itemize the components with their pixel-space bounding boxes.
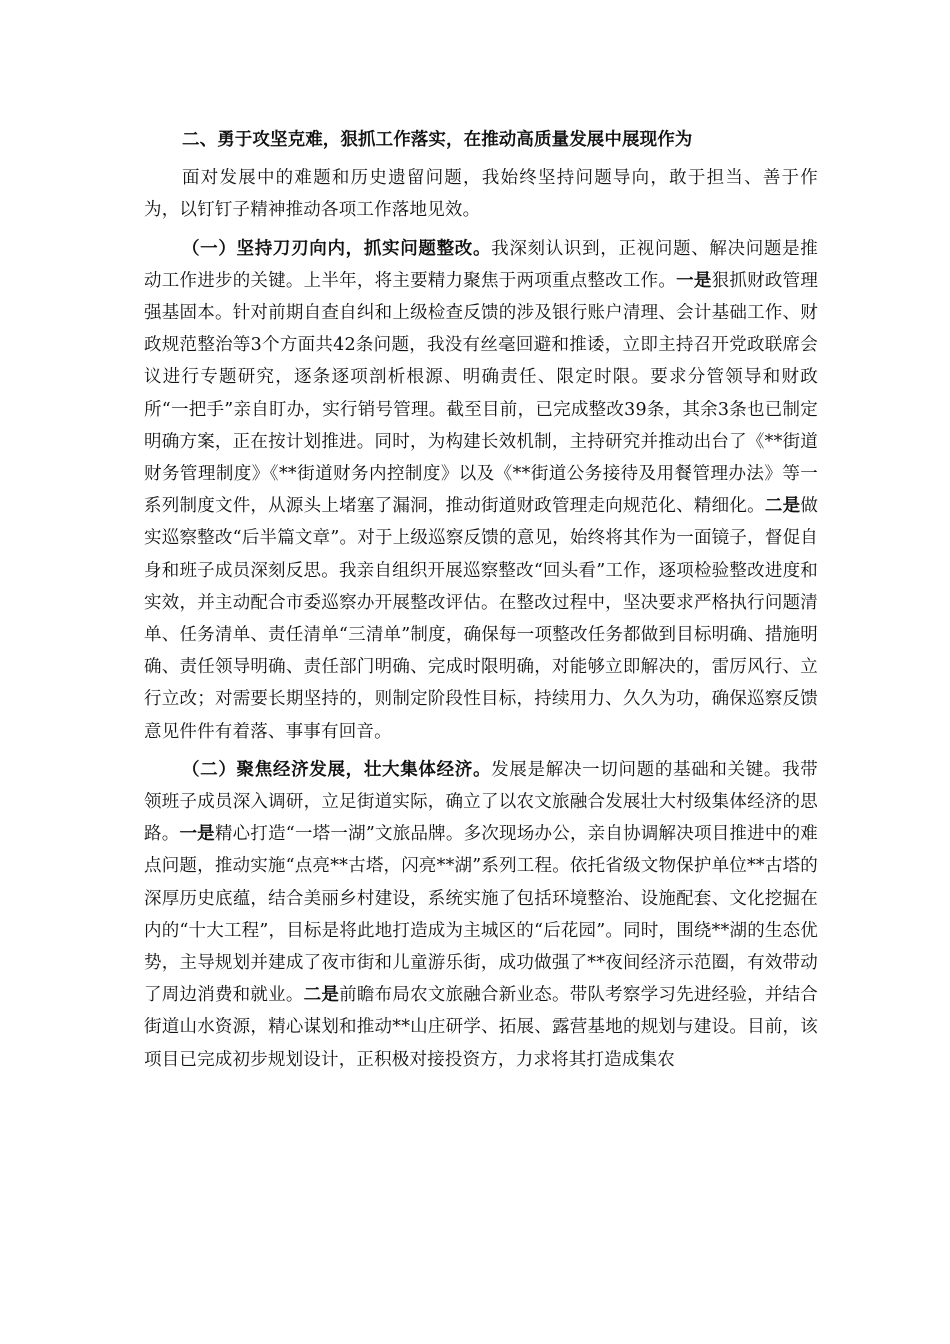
item-1-lead: （一）坚持刀刃向内，抓实问题整改。 [182,238,492,259]
item-1-marker-b: 二是 [764,496,801,517]
item-1-text-b: 狠抓财政管理强基固本。针对前期自查自纠和上级检查反馈的涉及银行账户清理、会计基础工作、财政规范整治等3个方面共42条问题，我没有丝毫回避和推诿，立即主持召开党政联席会议进行专题研究，逐条逐项剖析根源、明确责任、限定时限。要求分管领导和财政所“一把手”亲自盯办，实行销号管理。截至目前，已完成整改39条，其余3条也已制定明确方案，正在按计划推进。同时，为构建长效机制，主持研究并推动出台了《**街道财务管理制度》《**街道财务内控制度》以及《**街道公务接待及用餐管理办法》等一系列制度文件，从源头上堵塞了漏洞，推动街道财政管理走向规范化、精细化。 [144,270,819,517]
item-1-text-c: 做实巡察整改“后半篇文章”。对于上级巡察反馈的意见，始终将其作为一面镜子，督促自身和班子成员深刻反思。我亲自组织开展巡察整改“回头看”工作，逐项检验整改进度和实效，并主动配合市委巡察办开展整改评估。在整改过程中，坚决要求严格执行问题清单、任务清单、责任清单“三清单”制度，确保每一项整改任务都做到目标明确、措施明确、责任领导明确、责任部门明确、完成时限明确，对能够立即解决的，雷厉风行、立行立改；对需要长期坚持的，则制定阶段性目标，持续用力、久久为功，确保巡察反馈意见件件有着落、事事有回音。 [144,496,819,742]
section-intro: 面对发展中的难题和历史遗留问题，我始终坚持问题导向，敢于担当、善于作为，以钉钉子精神推动各项工作落地见效。 [144,168,818,221]
item-2-text-c: 前瞻布局农文旅融合新业态。带队考察学习先进经验，并结合街道山水资源，精心谋划和推动**山庄研学、拓展、露营基地的规划与建设。目前，该项目已完成初步规划设计，正积极对接投资方，力求将其打造成集农 [144,985,818,1070]
item-2-marker-b: 二是 [303,985,340,1006]
section-heading: 二、勇于攻坚克难，狠抓工作落实，在推动高质量发展中展现作为 [182,130,693,150]
item-2-text-b: 精心打造“一塔一湖”文旅品牌。多次现场办公，亲自协调解决项目推进中的难点问题，推动实施“点亮**古塔，闪亮**湖”系列工程。依托省级文物保护单位**古塔的深厚历史底蕴，结合美丽乡村建设，系统实施了包括环境整治、设施配套、文化挖掘在内的“十大工程”，目标是将此地打造成为主城区的“后花园”。同时，围绕**湖的生态优势，主导规划并建成了夜市街和儿童游乐街，成功做强了**夜间经济示范圈，有效带动了周边消费和就业。 [144,824,819,1006]
item-2-paragraph [144,754,818,1076]
document-page [144,124,818,1082]
item-2-lead: （二）聚焦经济发展，壮大集体经济。 [182,759,492,780]
item-2-text-a: 发展是解决一切问题的基础和关键。我带领班子成员深入调研，立足街道实际，确立了以农文旅融合发展壮大村级集体经济的思路。 [144,759,818,845]
item-1-marker-a: 一是 [676,270,712,291]
item-2-marker-a: 一是 [179,824,215,845]
item-1-text-a: 我深刻认识到，正视问题、解决问题是推动工作进步的关键。上半年，将主要精力聚焦于两项重点整改工作。 [144,238,818,291]
item-1-paragraph [144,233,818,748]
